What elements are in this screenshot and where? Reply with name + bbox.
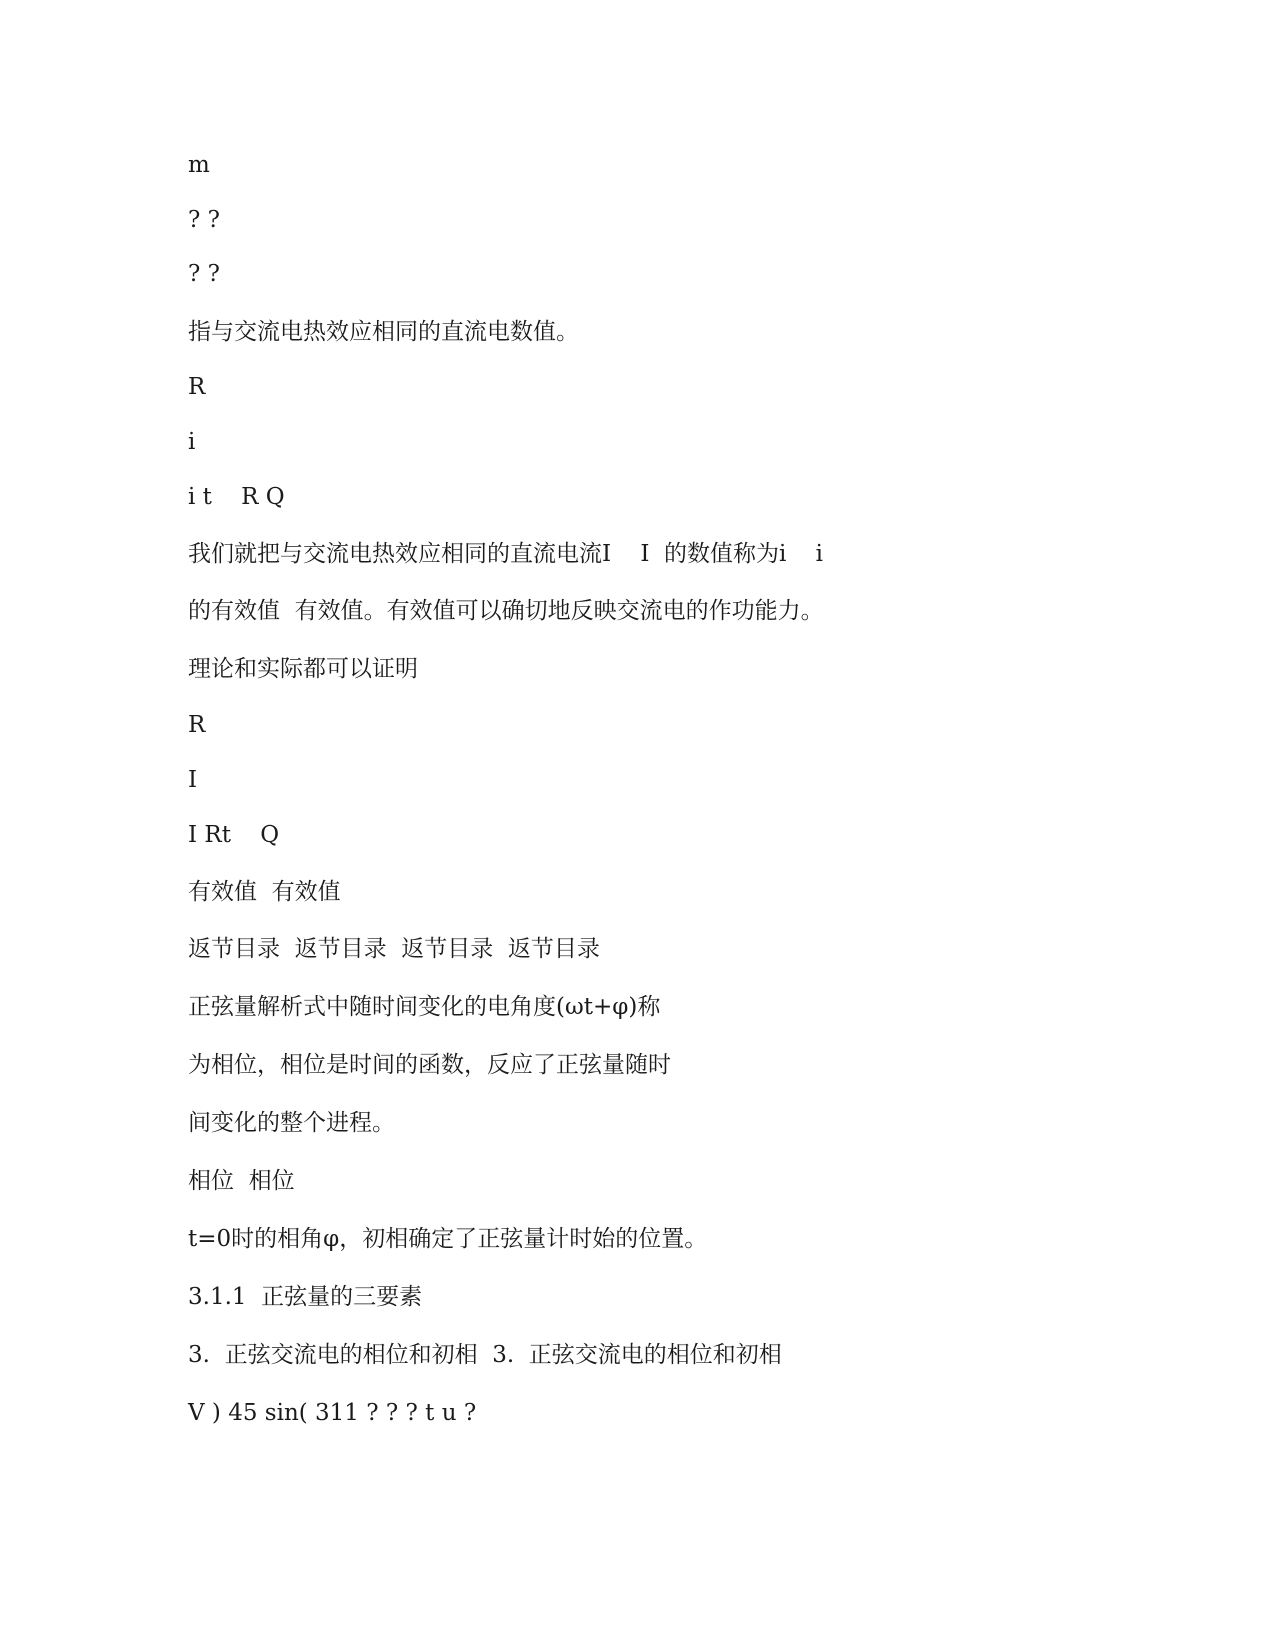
text-line-1: m <box>188 152 210 178</box>
text-line-18: 间变化的整个进程。 <box>188 1110 395 1136</box>
text-line-8: 我们就把与交流电热效应相同的直流电流I I 的数值称为i i <box>188 541 823 567</box>
text-line-22: 3. 正弦交流电的相位和初相 3. 正弦交流电的相位和初相 <box>188 1342 782 1368</box>
text-line-6: i <box>188 429 196 455</box>
text-line-9: 的有效值 有效值。有效值可以确切地反映交流电的作功能力。 <box>188 598 824 624</box>
text-line-3: ? ? <box>188 261 220 287</box>
text-line-5: R <box>188 374 206 400</box>
text-line-11: R <box>188 712 206 738</box>
text-line-2: ? ? <box>188 207 220 233</box>
text-line-23: V ) 45 sin( 311 ? ? ? t u ? <box>188 1400 477 1426</box>
text-line-13: I Rt Q <box>188 822 280 848</box>
text-line-10: 理论和实际都可以证明 <box>188 656 418 682</box>
text-line-14: 有效值 有效值 <box>188 879 341 905</box>
text-line-21: 3.1.1 正弦量的三要素 <box>188 1284 423 1310</box>
text-line-19: 相位 相位 <box>188 1168 295 1194</box>
text-line-4: 指与交流电热效应相同的直流电数值。 <box>188 319 579 345</box>
text-line-17: 为相位，相位是时间的函数，反应了正弦量随时 <box>188 1052 671 1078</box>
text-line-12: I <box>188 767 198 793</box>
text-line-15: 返节目录 返节目录 返节目录 返节目录 <box>188 936 600 962</box>
text-line-20: t=0时的相角φ，初相确定了正弦量计时始的位置。 <box>188 1226 708 1252</box>
text-line-16: 正弦量解析式中随时间变化的电角度(ωt+φ)称 <box>188 994 661 1020</box>
text-line-7: i t R Q <box>188 484 285 510</box>
